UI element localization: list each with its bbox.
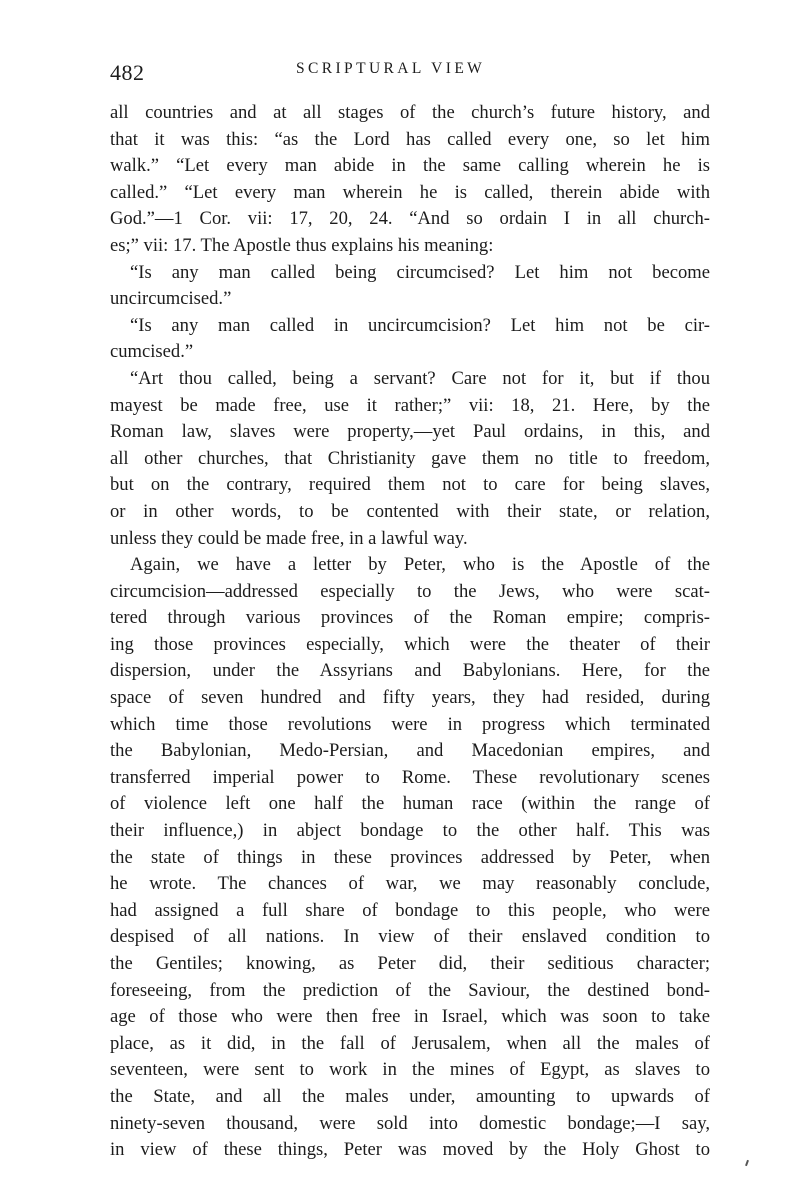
text-line: mayest be made free, use it rather;” vii: 18, 21. Here, by the [110,394,710,416]
stray-mark [745,1160,749,1166]
text-line: which time those revolutions were in progress which terminated [110,713,710,735]
text-line: ing those provinces especially, which were the theater of their [110,633,710,655]
text-line: transferred imperial power to Rome. These revolutionary scenes [110,766,710,788]
text-line: their influence,) in abject bondage to the other half. This was [110,820,710,842]
body-text [110,100,710,1164]
text-line: seventeen, were sent to work in the mines of Egypt, as slaves to [110,1059,710,1081]
text-line: Again, we have a letter by Peter, who is the Apostle of the [130,554,710,576]
text-line: all other churches, that Christianity gave them no title to freedom, [110,447,710,469]
text-line: had assigned a full share of bondage to this people, who were [110,899,710,921]
text-line: the state of things in these provinces addressed by Peter, when [110,846,710,868]
running-head: SCRIPTURAL VIEW [296,60,486,77]
text-line: despised of all nations. In view of their enslaved condition to [110,926,710,948]
text-line: the State, and all the males under, amounting to upwards of [110,1085,710,1107]
text-line: ninety-seven thousand, were sold into domestic bondage;—I say, [110,1112,710,1134]
text-line: all countries and at all stages of the church’s future history, and [110,102,710,123]
text-line: “Art thou called, being a servant? Care not for it, but if thou [130,367,710,389]
text-line: uncircumcised.” [110,288,232,310]
text-line: Roman law, slaves were property,—yet Paul ordains, in this, and [110,421,710,443]
text-line: dispersion, under the Assyrians and Babylonians. Here, for the [110,660,710,682]
page-number: 482 [110,60,145,85]
text-line: “Is any man called being circumcised? Let him not become [130,261,710,283]
text-line: tered through various provinces of the Roman empire; compris- [110,607,710,629]
text-line: called.” “Let every man wherein he is called, therein abide with [110,181,710,203]
text-line: the Babylonian, Medo-Persian, and Macedonian empires, and [110,740,710,762]
text-line: or in other words, to be contented with their state, or relation, [110,500,710,522]
text-line: but on the contrary, required them not to care for being slaves, [110,474,710,496]
text-line: unless they could be made free, in a lawful way. [110,527,468,549]
text-line: age of those who were then free in Israel, which was soon to take [110,1006,710,1028]
page-header [110,56,710,86]
text-line: in view of these things, Peter was moved by the Holy Ghost to [110,1139,710,1161]
text-line: he wrote. The chances of war, we may reasonably conclude, [110,873,710,895]
text-line: of violence left one half the human race (within the range of [110,793,710,815]
text-line: “Is any man called in uncircumcision? Let him not be cir- [130,314,710,336]
text-line: place, as it did, in the fall of Jerusalem, when all the males of [110,1032,710,1054]
text-line: God.”—1 Cor. vii: 17, 20, 24. “And so ordain I in all church- [110,208,710,230]
text-line: walk.” “Let every man abide in the same calling wherein he is [110,155,710,177]
text-line: es;” vii: 17. The Apostle thus explains his meaning: [110,234,494,256]
text-line: foreseeing, from the prediction of the Saviour, the destined bond- [110,979,710,1001]
text-line: cumcised.” [110,341,194,363]
text-line: the Gentiles; knowing, as Peter did, their seditious character; [110,953,710,974]
text-line: circumcision—addressed especially to the Jews, who were scat- [110,580,710,602]
text-line: space of seven hundred and fifty years, they had resided, during [110,687,710,709]
text-line: that it was this: “as the Lord has called every one, so let him [110,128,710,150]
